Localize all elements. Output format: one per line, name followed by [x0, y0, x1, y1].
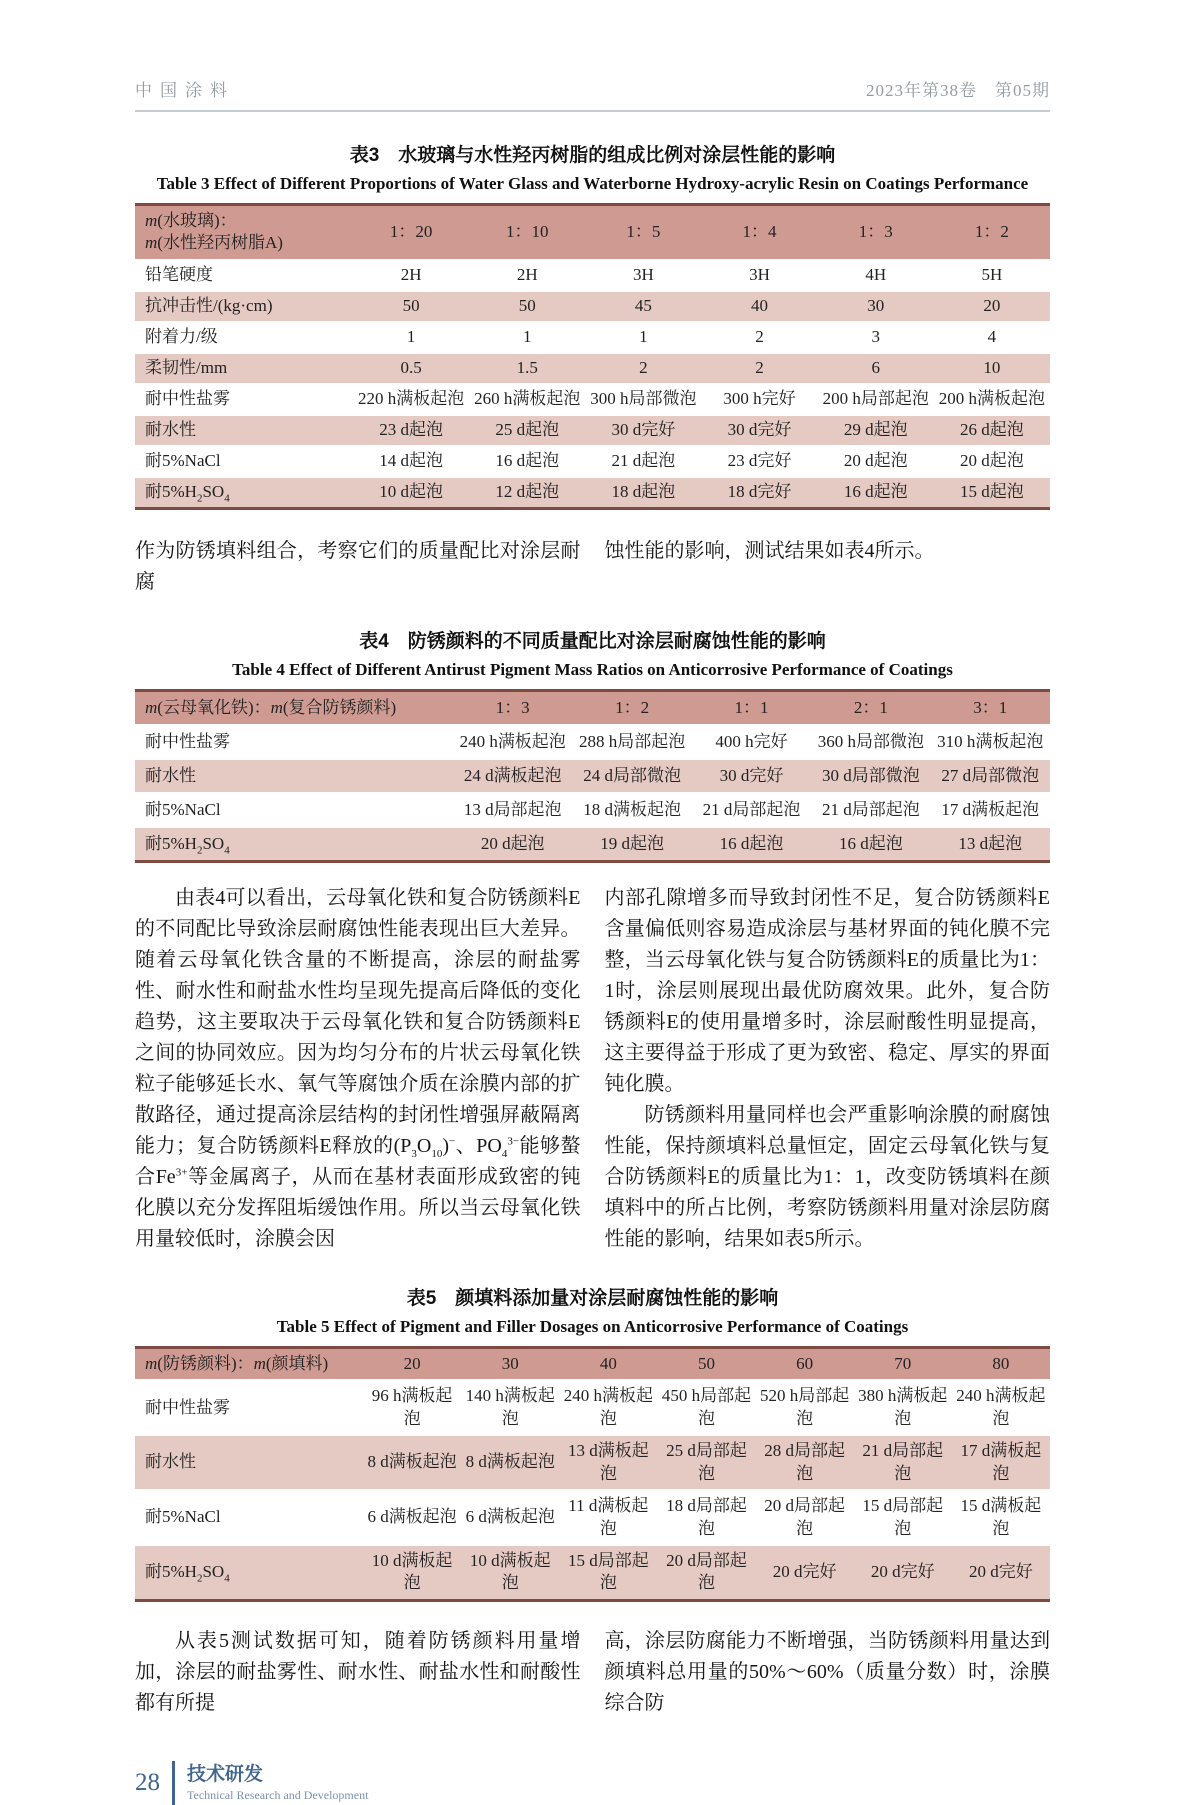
- paragraph: 内部孔隙增多而导致封闭性不足，复合防锈颜料E含量偏低则容易造成涂层与基材界面的钝化膜不完整，当云母氧化铁与复合防锈颜料E的质量比为1：1时，涂层则展现出最优防腐效果。此外，复合防锈颜料E的使用量增多时，涂层耐酸性明显提高，这主要得益于形成了更为致密、稳定、厚实的界面钝化膜。: [604, 886, 1050, 1095]
- column-header-cell: 70: [894, 1353, 912, 1373]
- table-cell: 28 d局部起泡: [764, 1441, 845, 1483]
- table-row: [135, 353, 1050, 384]
- table-cell: 5H: [981, 265, 1003, 285]
- table-cell: 300 h局部微泡: [590, 389, 697, 409]
- table-row: [135, 1435, 1050, 1490]
- table-cell: 2: [755, 327, 764, 347]
- table-cell: 8 d满板起泡: [465, 1452, 555, 1472]
- footer-divider: [172, 1761, 175, 1805]
- table-cell: 20 d完好: [870, 1562, 935, 1582]
- table-cell: 520 h局部起泡: [760, 1386, 850, 1428]
- column-header-cell: 50: [697, 1353, 715, 1373]
- row-label-cell: 耐$5\%H_2SO_4$: [145, 1562, 230, 1585]
- table-cell: 27 d局部微泡: [941, 765, 1040, 785]
- table-row: [135, 291, 1050, 322]
- table-cell: 6 d满板起泡: [465, 1507, 555, 1527]
- table-cell: 16 d起泡: [838, 833, 903, 853]
- closing-paragraphs: [135, 1626, 1050, 1719]
- table-cell: 20: [983, 296, 1001, 316]
- table-cell: 15 d起泡: [960, 482, 1024, 502]
- table5: [135, 1346, 1050, 1602]
- table4-title-zh: 表4 防锈颜料的不同质量配比对涂层耐腐蚀性能的影响: [359, 630, 826, 652]
- table-row: [135, 384, 1050, 415]
- table-cell: 4H: [865, 265, 887, 285]
- table-cell: 30 d局部微泡: [821, 765, 920, 785]
- table-cell: 13 d起泡: [958, 833, 1023, 853]
- table-cell: 240 h满板起泡: [459, 731, 566, 751]
- issue-info: 2023年第38卷 第05期: [866, 81, 1050, 100]
- table-cell: 25 d起泡: [495, 420, 560, 440]
- table-header-row: [135, 205, 1050, 260]
- table-cell: 20 d完好: [969, 1562, 1033, 1582]
- table-row: [135, 793, 1050, 827]
- paragraph: 由表4可以看出，云母氧化铁和复合防锈颜料E的不同配比导致涂层耐腐蚀性能表现出巨大差异。随着云母氧化铁含量的不断提高，涂层的耐盐雾性、耐水性和耐盐水性均呈现先提高后降低的变化趋势，这主要取决于云母氧化铁和复合防锈颜料E之间的协同效应。因为均匀分布的片状云母氧化铁粒子能够延长水、氧气等腐蚀介质在涂膜内部的扩散路径，通过提高涂层结构的封闭性增强屏蔽隔离能力；复合防锈颜料E释放的$(P_3O_{10})^-$、$PO_4^{3-}$能够螯合$Fe^{3+}$等金属离子，从而在基材表面形成致密的钝化膜以充分发挥阻垢缓蚀作用。所以当云母氧化铁用量较低时，涂膜会因: [135, 886, 581, 1250]
- table-cell: 18 d起泡: [611, 482, 676, 502]
- column-header-cell: 1：5: [626, 222, 661, 242]
- row-label-cell: 耐水性: [145, 420, 196, 440]
- column-header-cell: 20: [403, 1353, 421, 1373]
- table-cell: 360 h局部微泡: [817, 731, 924, 751]
- left-column-paragraph: 从表5测试数据可知，随着防锈颜料用量增加，涂层的耐盐雾性、耐水性、耐盐水性和耐酸性都有所提: [135, 1629, 581, 1714]
- row-label-cell: 附着力/级: [145, 327, 218, 347]
- table-cell: 30 d完好: [611, 420, 676, 440]
- table-cell: 21 d起泡: [611, 451, 676, 471]
- paragraph: 防锈颜料用量同样也会严重影响涂膜的耐腐蚀性能，保持颜填料总量恒定，固定云母氧化铁与复合防锈颜料E的质量比为1：1，改变防锈填料在颜填料中的所占比例，考察防锈颜料用量对涂层防腐性能的影响，结果如表5所示。: [604, 1103, 1050, 1250]
- table-row: [135, 1380, 1050, 1435]
- table-row: [135, 322, 1050, 353]
- table-cell: 16 d起泡: [495, 451, 560, 471]
- table-cell: 14 d起泡: [379, 451, 443, 471]
- row-label-cell: 耐中性盐雾: [145, 731, 230, 751]
- row-label-cell: 耐$5\%H_2SO_4$: [145, 833, 230, 857]
- table4-section: [135, 626, 1050, 863]
- column-header-cell: 1：1: [734, 697, 769, 717]
- table-cell: 26 d起泡: [960, 420, 1024, 440]
- table-row: [135, 827, 1050, 862]
- table5-title-zh: 表5 颜填料添加量对涂层耐腐蚀性能的影响: [406, 1287, 779, 1309]
- right-column: [605, 883, 1051, 1255]
- table-cell: 21 d局部起泡: [702, 799, 801, 819]
- table-cell: 13 d局部起泡: [463, 799, 562, 819]
- column-header-cell: 1：20: [389, 222, 433, 242]
- row-label-cell: 耐5%NaCl: [145, 1507, 221, 1527]
- table-cell: 1: [406, 327, 416, 347]
- table-cell: 20 d起泡: [960, 451, 1024, 471]
- table-row: [135, 1545, 1050, 1600]
- table-cell: 19 d起泡: [600, 833, 664, 853]
- table-row: [135, 415, 1050, 446]
- stub-header-cell: m(水玻璃)： m(水性羟丙树脂A): [145, 211, 283, 253]
- row-label-cell: 耐中性盐雾: [145, 1397, 230, 1417]
- table5-title-en: Table 5 Effect of Pigment and Filler Dosages on Anticorrosive Performance of Coatings: [276, 1316, 909, 1336]
- table-cell: 20 d起泡: [843, 451, 908, 471]
- table-header-row: [135, 1347, 1050, 1380]
- table-cell: 8 d满板起泡: [367, 1452, 457, 1472]
- table-cell: 4: [987, 327, 997, 347]
- table-row: [135, 260, 1050, 291]
- column-header-cell: 1：3: [858, 222, 893, 242]
- table-cell: 50: [518, 296, 536, 316]
- table-cell: 3H: [749, 265, 770, 285]
- table-cell: 220 h满板起泡: [357, 389, 465, 409]
- bridge-right-column: 蚀性能的影响，测试结果如表4所示。: [604, 539, 935, 562]
- table-cell: 240 h满板起泡: [563, 1386, 653, 1428]
- table-cell: 20 d起泡: [480, 833, 545, 853]
- table3-title-zh: 表3 水玻璃与水性羟丙树脂的组成比例对涂层性能的影响: [349, 145, 836, 166]
- table-cell: 18 d局部起泡: [666, 1496, 747, 1538]
- page-header: [135, 76, 1050, 112]
- table-cell: 21 d局部起泡: [821, 799, 920, 819]
- table-cell: 29 d起泡: [843, 420, 908, 440]
- table-cell: 20 d局部起泡: [666, 1550, 747, 1593]
- table-cell: 15 d满板起泡: [960, 1496, 1042, 1538]
- table-cell: 16 d起泡: [719, 833, 784, 853]
- table-cell: 45: [634, 296, 652, 316]
- table-cell: 30: [867, 296, 885, 316]
- table-cell: 10 d起泡: [379, 482, 443, 502]
- table-cell: 288 h局部起泡: [578, 731, 686, 751]
- table-cell: 10 d满板起泡: [371, 1550, 453, 1593]
- column-header-cell: 1：2: [615, 697, 650, 717]
- journal-name: 中国涂料: [135, 81, 235, 100]
- column-header-cell: 30: [501, 1353, 519, 1373]
- row-label-cell: 耐$5\%H_2SO_4$: [145, 482, 230, 505]
- table-cell: 3H: [633, 265, 654, 285]
- section-name-zh: 技术研发: [187, 1763, 264, 1785]
- table-cell: 1: [639, 327, 648, 347]
- table-cell: 15 d局部起泡: [567, 1550, 649, 1593]
- column-header-cell: 1：10: [505, 222, 549, 242]
- table-cell: 380 h满板起泡: [858, 1386, 948, 1428]
- table-cell: 2H: [400, 265, 422, 285]
- row-label-cell: 耐中性盐雾: [145, 389, 230, 409]
- table4: [135, 689, 1050, 863]
- table-row: [135, 1490, 1050, 1545]
- row-label-cell: 耐5%NaCl: [145, 451, 221, 471]
- table-cell: 30 d完好: [727, 420, 792, 440]
- table-cell: 200 h局部起泡: [822, 389, 929, 409]
- table-cell: 24 d满板起泡: [463, 765, 562, 785]
- table-cell: 200 h满板起泡: [938, 389, 1046, 409]
- table-cell: 13 d满板起泡: [567, 1441, 649, 1483]
- table-cell: 1: [522, 327, 532, 347]
- row-label-cell: 铅笔硬度: [145, 265, 213, 285]
- left-column: [135, 883, 581, 1255]
- table-cell: 10 d满板起泡: [469, 1550, 551, 1593]
- table-cell: 0.5: [400, 358, 422, 378]
- table-cell: 15 d局部起泡: [862, 1496, 944, 1538]
- row-label-cell: 耐5%NaCl: [145, 799, 221, 819]
- stub-header-cell: m(云母氧化铁)：m(复合防锈颜料): [145, 697, 397, 717]
- page-footer: [135, 1761, 1050, 1805]
- column-header-cell: 3：1: [973, 697, 1008, 717]
- table-cell: 11 d满板起泡: [568, 1496, 649, 1538]
- table-header-row: [135, 690, 1050, 725]
- column-header-cell: 60: [796, 1353, 814, 1373]
- row-label-cell: 耐水性: [145, 1452, 196, 1472]
- table3-title-en: Table 3 Effect of Different Proportions of Water Glass and Waterborne Hydroxy-acrylic Resin on Coatings Performance: [156, 174, 1029, 193]
- table-cell: 3: [871, 327, 880, 347]
- column-header-cell: 1：2: [974, 222, 1009, 242]
- row-label-cell: 抗冲击性/(kg·cm): [145, 296, 273, 316]
- row-label-cell: 耐水性: [145, 765, 196, 785]
- column-header-cell: 80: [992, 1353, 1010, 1373]
- discussion-paragraphs: [135, 883, 1050, 1255]
- table-cell: 240 h满板起泡: [956, 1386, 1046, 1428]
- bridge-paragraph: [135, 536, 1050, 598]
- table-cell: 17 d满板起泡: [941, 799, 1040, 819]
- table3: [135, 203, 1050, 510]
- table-row: [135, 725, 1050, 759]
- table-cell: 23 d起泡: [379, 420, 443, 440]
- table-cell: 20 d局部起泡: [764, 1496, 845, 1538]
- table-cell: 6: [871, 358, 880, 378]
- column-header-cell: 2：1: [853, 697, 888, 717]
- table-row: [135, 477, 1050, 509]
- table-cell: 260 h满板起泡: [474, 389, 581, 409]
- column-header-cell: 1：4: [742, 222, 777, 242]
- table-cell: 1.5: [516, 358, 538, 378]
- table-cell: 16 d起泡: [843, 482, 908, 502]
- section-name-en: Technical Research and Development: [187, 1787, 369, 1802]
- table-cell: 96 h满板起泡: [371, 1386, 453, 1428]
- table-cell: 400 h完好: [715, 731, 788, 751]
- row-label-cell: 柔韧性/mm: [145, 358, 228, 378]
- table-cell: 300 h完好: [723, 389, 796, 409]
- table-cell: 2: [639, 358, 648, 378]
- column-header-cell: 1：3: [495, 697, 530, 717]
- table-cell: 140 h满板起泡: [465, 1386, 555, 1428]
- table-cell: 6 d满板起泡: [367, 1507, 457, 1527]
- table-cell: 18 d满板起泡: [583, 799, 681, 819]
- table3-section: [135, 140, 1050, 510]
- table-cell: 2: [755, 358, 764, 378]
- table-cell: 2H: [516, 265, 538, 285]
- table-cell: 20 d完好: [772, 1562, 837, 1582]
- bridge-left-column: 作为防锈填料组合，考察它们的质量配比对涂层耐腐: [135, 539, 581, 593]
- table-cell: 25 d局部起泡: [666, 1441, 747, 1483]
- table-cell: 17 d满板起泡: [960, 1441, 1042, 1483]
- column-header-cell: 40: [599, 1353, 617, 1373]
- table-row: [135, 759, 1050, 793]
- table-cell: 24 d局部微泡: [583, 765, 681, 785]
- section-banner: [187, 1763, 368, 1803]
- table-cell: 12 d起泡: [495, 482, 560, 502]
- table5-section: [135, 1283, 1050, 1602]
- page-number: 28: [135, 1768, 160, 1796]
- table-cell: 30 d完好: [719, 765, 784, 785]
- table-cell: 10: [983, 358, 1001, 378]
- table-row: [135, 446, 1050, 477]
- table-cell: 310 h满板起泡: [937, 731, 1044, 751]
- table-cell: 23 d完好: [727, 451, 792, 471]
- table-cell: 40: [751, 296, 769, 316]
- table-cell: 18 d完好: [727, 482, 792, 502]
- table4-title-en: Table 4 Effect of Different Antirust Pigment Mass Ratios on Anticorrosive Performance of Coatings: [232, 659, 953, 679]
- table-cell: 21 d局部起泡: [862, 1441, 944, 1483]
- table-cell: 50: [402, 296, 420, 316]
- stub-header-cell: m(防锈颜料)：m(颜填料): [145, 1353, 329, 1373]
- table-cell: 450 h局部起泡: [661, 1386, 752, 1428]
- right-column-paragraph: 高，涂层防腐能力不断增强，当防锈颜料用量达到颜填料总用量的50%～60%（质量分数）时，涂膜综合防: [604, 1629, 1050, 1714]
